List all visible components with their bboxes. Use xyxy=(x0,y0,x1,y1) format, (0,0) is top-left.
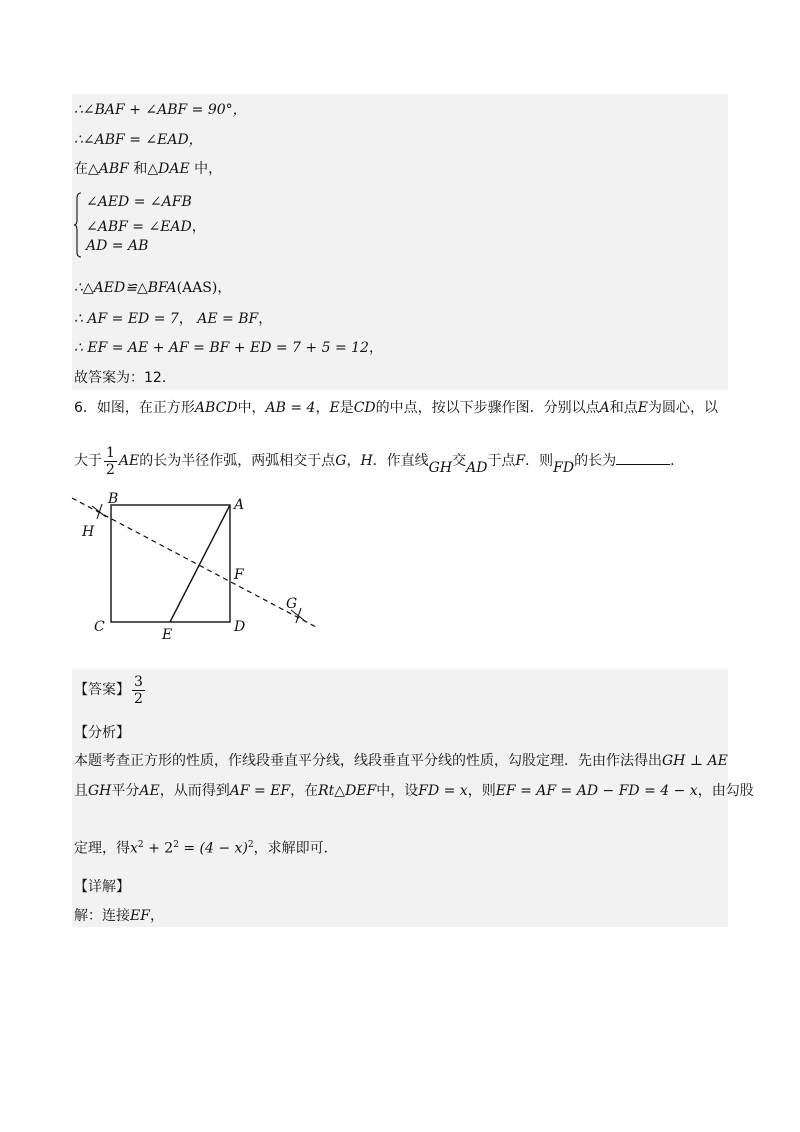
answer-text: 故答案为：12. xyxy=(74,370,167,386)
text: 中， xyxy=(189,161,223,177)
math: Rt△DEF xyxy=(318,783,377,799)
text: 在 xyxy=(74,161,88,177)
text: 和 xyxy=(128,161,148,177)
analysis-label: 【分析】 xyxy=(74,725,130,741)
math: EF = AF = AD − FD = 4 − x xyxy=(495,783,698,799)
solution-line-4 xyxy=(74,279,231,297)
equation: ∴ EF = AE + AF = BF + ED = 7 + 5 = 12 xyxy=(74,340,369,356)
math: x xyxy=(130,840,138,857)
math: FD xyxy=(553,460,575,476)
question-line-2 xyxy=(74,443,684,479)
math: AB = 4 xyxy=(265,400,316,416)
math: GH ⊥ AE xyxy=(662,753,728,769)
text: ， xyxy=(346,453,361,469)
text: ， xyxy=(315,400,330,416)
text: 6．如图，在正方形 xyxy=(74,400,195,416)
answer-blank[interactable] xyxy=(616,450,670,465)
equation: ∴∠BAF + ∠ABF = 90°， xyxy=(74,102,247,118)
math: AD xyxy=(466,460,488,476)
text: ， xyxy=(368,340,383,356)
equation-system xyxy=(74,192,214,262)
solution-line-3 xyxy=(74,160,222,178)
text: ， xyxy=(178,311,193,327)
geometry-figure xyxy=(64,488,326,648)
analysis-line-3 xyxy=(74,836,338,858)
text: ．作直线 xyxy=(372,453,429,469)
text: 的长为半径作弧，两弧相交于点 xyxy=(139,453,336,469)
text: ，由勾股 xyxy=(697,783,754,799)
text: 是 xyxy=(339,400,354,416)
math: GH xyxy=(428,460,453,476)
triangle-dae: △DAE xyxy=(147,161,190,177)
text: 且 xyxy=(74,783,88,799)
reason: (AAS)， xyxy=(176,280,232,296)
numerator: 3 xyxy=(134,673,143,690)
answer-label: 【答案】 xyxy=(74,682,130,698)
analysis-line-1 xyxy=(74,752,728,770)
math: EF xyxy=(130,908,150,924)
denominator: 2 xyxy=(134,690,143,707)
math: AE xyxy=(139,783,160,799)
answer-fraction xyxy=(132,674,145,707)
math: CD xyxy=(353,400,376,416)
solution-line-2 xyxy=(74,131,203,149)
text: 的长为 xyxy=(574,453,617,469)
math: GH xyxy=(88,783,112,799)
fraction-one-half xyxy=(104,445,117,478)
text: 交 xyxy=(452,453,467,469)
text: 大于 xyxy=(74,453,102,469)
label-f: F xyxy=(234,567,244,583)
text: 解：连接 xyxy=(74,908,130,924)
exponent: 2 xyxy=(137,840,144,850)
text: ，求解即可． xyxy=(253,840,338,857)
detail-heading xyxy=(74,878,130,896)
text: 中， xyxy=(237,400,266,416)
label-c: C xyxy=(94,619,105,635)
denominator: 2 xyxy=(106,461,115,478)
text: ， xyxy=(149,908,164,924)
text: 和点 xyxy=(609,400,638,416)
solution-line-6 xyxy=(74,339,383,357)
system-row-1: ∠AED = ∠AFB xyxy=(86,194,192,210)
text: 于点 xyxy=(487,453,516,469)
system-row-2 xyxy=(86,216,206,236)
text: ， xyxy=(258,311,273,327)
math: E xyxy=(637,400,648,416)
question-line-1 xyxy=(74,399,718,417)
detail-label: 【详解】 xyxy=(74,879,130,895)
equation: AE = BF xyxy=(197,311,259,327)
text: 平分 xyxy=(111,783,140,799)
math: AE xyxy=(118,453,140,469)
line-gh xyxy=(72,498,316,627)
label-d: D xyxy=(234,619,246,635)
math: FD = x xyxy=(418,783,468,799)
congruence: ∴△AED≌△BFA xyxy=(74,280,177,296)
math: + 2 xyxy=(143,840,174,857)
label-a: A xyxy=(234,497,245,513)
math: E xyxy=(329,400,340,416)
text: 定理，得 xyxy=(74,840,130,857)
text: ．则 xyxy=(525,453,554,469)
text: 的中点，按以下步骤作图．分别以点 xyxy=(375,400,600,416)
text: 为圆心，以 xyxy=(648,400,718,416)
analysis-line-2 xyxy=(74,782,754,800)
text: 中，设 xyxy=(376,783,419,799)
text: ，在 xyxy=(290,783,319,799)
math: A xyxy=(599,400,610,416)
square-abcd xyxy=(111,505,230,622)
math: = (4 − x) xyxy=(178,840,248,857)
numerator: 1 xyxy=(106,444,115,461)
text: 本题考查正方形的性质，作线段垂直平分线，线段垂直平分线的性质，勾股定理．先由作法得出 xyxy=(74,753,662,769)
text: ， xyxy=(191,219,206,235)
exponent: 2 xyxy=(247,840,254,850)
text: ． xyxy=(670,453,685,469)
label-h: H xyxy=(82,524,95,540)
equation: ∴ AF = ED = 7 xyxy=(74,311,179,327)
math: H xyxy=(360,453,373,469)
equation: ∠ABF = ∠EAD xyxy=(86,219,192,235)
solution-line-5 xyxy=(74,310,272,328)
label-e: E xyxy=(162,627,173,643)
label-g: G xyxy=(286,596,298,612)
math: AF = EF xyxy=(229,783,291,799)
solution-line-7 xyxy=(74,369,166,387)
text: ，从而得到 xyxy=(159,783,230,799)
triangle-abf: △ABF xyxy=(88,161,129,177)
system-row-3: AD = AB xyxy=(86,238,149,254)
label-b: B xyxy=(108,491,119,507)
segment-ae xyxy=(170,505,230,622)
math: F xyxy=(515,453,526,469)
solution-line-1 xyxy=(74,101,247,119)
left-brace-icon xyxy=(74,192,82,258)
text: ，则 xyxy=(467,783,496,799)
math: ABCD xyxy=(194,400,238,416)
detail-line-1 xyxy=(74,907,164,925)
analysis-heading xyxy=(74,724,130,742)
exponent: 2 xyxy=(173,840,179,850)
math: G xyxy=(335,453,347,469)
answer-line xyxy=(74,672,147,708)
equation: ∴∠ABF = ∠EAD， xyxy=(74,132,203,148)
